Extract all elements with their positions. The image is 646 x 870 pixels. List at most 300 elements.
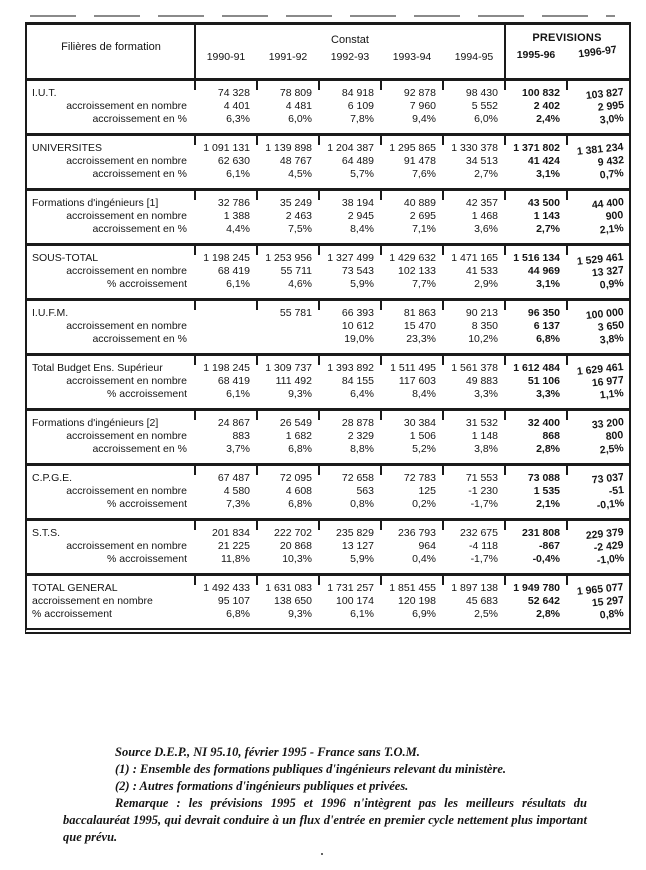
value-text: 4 608 bbox=[285, 485, 312, 497]
value-cell bbox=[443, 168, 505, 181]
value-cell bbox=[443, 87, 505, 100]
value-text: -1,7% bbox=[470, 498, 498, 510]
year-1994-95: 1994-95 bbox=[454, 51, 494, 63]
column-tick bbox=[318, 246, 320, 255]
value-text: 1 897 138 bbox=[451, 582, 498, 594]
value-cell bbox=[443, 333, 505, 346]
value-cell bbox=[567, 155, 629, 168]
row-label-pct: % accroissement bbox=[107, 498, 187, 510]
effectifs-row bbox=[27, 197, 629, 210]
value-cell bbox=[567, 251, 629, 268]
column-tick bbox=[256, 81, 258, 90]
value-text: 33 200 bbox=[591, 416, 625, 432]
value-text: 1 381 234 bbox=[576, 141, 625, 158]
value-text: 26 549 bbox=[279, 417, 312, 429]
value-text: -2 429 bbox=[593, 539, 625, 555]
previsions-year-row bbox=[505, 43, 629, 62]
value-cell bbox=[443, 430, 505, 443]
value-text: 2,8% bbox=[536, 608, 560, 620]
value-cell bbox=[443, 142, 505, 155]
column-tick bbox=[380, 301, 382, 310]
value-text: 66 393 bbox=[341, 307, 374, 319]
value-text: 964 bbox=[418, 540, 436, 552]
value-text: 2,9% bbox=[474, 278, 498, 290]
value-cell bbox=[567, 595, 629, 608]
value-text: 11,8% bbox=[221, 553, 250, 565]
column-tick bbox=[380, 466, 382, 475]
value-cell bbox=[319, 430, 381, 443]
value-cell bbox=[319, 265, 381, 278]
value-cell bbox=[195, 100, 257, 113]
value-cell bbox=[257, 320, 319, 333]
value-text: 8 350 bbox=[471, 320, 498, 332]
statistics-table bbox=[25, 22, 631, 634]
value-text: 74 328 bbox=[217, 87, 250, 99]
accroissement-nombre-row bbox=[27, 155, 629, 168]
value-text: 98 430 bbox=[465, 87, 498, 99]
column-tick bbox=[442, 136, 444, 145]
value-cell bbox=[443, 278, 505, 291]
value-text: 563 bbox=[356, 485, 374, 497]
value-cell bbox=[319, 87, 381, 100]
value-text: 6,8% bbox=[288, 443, 312, 455]
footnote-1: (1) : Ensemble des formations publiques d'ingénieurs relevant du ministère. bbox=[115, 762, 506, 776]
constat-header-group bbox=[195, 25, 505, 78]
value-text: 45 683 bbox=[465, 595, 498, 607]
value-cell bbox=[195, 278, 257, 291]
column-tick bbox=[442, 81, 444, 90]
value-cell bbox=[505, 155, 567, 168]
value-cell bbox=[443, 100, 505, 113]
value-text: 10 612 bbox=[341, 320, 374, 332]
value-text: 40 889 bbox=[403, 197, 436, 209]
value-text: 229 379 bbox=[585, 526, 625, 542]
value-text: 73 543 bbox=[341, 265, 374, 277]
value-cell bbox=[443, 485, 505, 498]
year-1990-91: 1990-91 bbox=[206, 51, 246, 63]
value-cell bbox=[567, 388, 629, 401]
value-cell bbox=[195, 388, 257, 401]
value-text: 120 198 bbox=[398, 595, 436, 607]
value-cell bbox=[319, 582, 381, 595]
value-cell bbox=[257, 113, 319, 126]
value-cell bbox=[381, 307, 443, 320]
year-1995-96: 1995-96 bbox=[516, 49, 556, 61]
value-text: 7 960 bbox=[409, 100, 436, 112]
value-cell bbox=[257, 197, 319, 210]
value-text: 138 650 bbox=[274, 595, 312, 607]
column-tick bbox=[194, 246, 196, 255]
value-text: 2,5% bbox=[599, 442, 625, 457]
value-cell bbox=[567, 307, 629, 320]
value-cell bbox=[319, 168, 381, 181]
column-tick bbox=[442, 301, 444, 310]
footnote-source: Source D.E.P., NI 95.10, février 1995 - France sans T.O.M. bbox=[115, 745, 420, 759]
value-text: 6,8% bbox=[536, 333, 560, 345]
accroissement-nombre-row bbox=[27, 265, 629, 278]
value-text: -1,7% bbox=[470, 553, 498, 565]
value-cell bbox=[567, 527, 629, 540]
column-tick bbox=[380, 191, 382, 200]
value-cell bbox=[381, 210, 443, 223]
effectifs-row bbox=[27, 472, 629, 485]
accroissement-nombre-row bbox=[27, 320, 629, 333]
column-tick bbox=[504, 301, 506, 310]
value-text: 44 969 bbox=[527, 265, 560, 277]
row-label-pct: % accroissement bbox=[32, 608, 112, 620]
value-text: 6,1% bbox=[226, 278, 250, 290]
column-tick bbox=[256, 466, 258, 475]
value-text: 4,6% bbox=[288, 278, 312, 290]
value-text: 13 127 bbox=[341, 540, 374, 552]
section-label: Total Budget Ens. Supérieur bbox=[32, 362, 163, 374]
value-text: 72 095 bbox=[279, 472, 312, 484]
value-cell bbox=[567, 485, 629, 498]
value-cell bbox=[567, 278, 629, 291]
value-text: 91 478 bbox=[403, 155, 436, 167]
value-cell bbox=[381, 333, 443, 346]
value-text: -4 118 bbox=[469, 540, 498, 552]
accroissement-nombre-row bbox=[27, 375, 629, 388]
value-cell bbox=[257, 527, 319, 540]
value-cell bbox=[443, 265, 505, 278]
value-cell bbox=[195, 430, 257, 443]
column-tick bbox=[566, 81, 568, 90]
value-cell bbox=[381, 320, 443, 333]
value-cell bbox=[381, 417, 443, 430]
value-cell bbox=[505, 608, 567, 621]
value-cell bbox=[319, 485, 381, 498]
section-label: C.P.G.E. bbox=[32, 472, 73, 484]
value-text: 103 827 bbox=[585, 86, 625, 102]
value-text: 2,4% bbox=[536, 113, 560, 125]
value-cell bbox=[381, 168, 443, 181]
row-label-nombre: accroissement en nombre bbox=[66, 155, 187, 167]
value-text: 4,5% bbox=[288, 168, 312, 180]
table-section bbox=[27, 521, 629, 576]
value-text: 1 143 bbox=[533, 210, 560, 222]
value-cell bbox=[505, 210, 567, 223]
value-cell bbox=[505, 443, 567, 456]
value-text: 1 204 387 bbox=[327, 142, 374, 154]
value-cell bbox=[257, 485, 319, 498]
column-tick bbox=[380, 411, 382, 420]
value-cell bbox=[443, 388, 505, 401]
value-cell bbox=[257, 87, 319, 100]
value-text: 9,3% bbox=[288, 388, 312, 400]
value-cell bbox=[381, 197, 443, 210]
row-label-nombre: accroissement en nombre bbox=[66, 485, 187, 497]
value-cell bbox=[505, 142, 567, 155]
value-cell bbox=[381, 155, 443, 168]
value-cell bbox=[443, 210, 505, 223]
column-tick bbox=[318, 411, 320, 420]
value-cell bbox=[195, 252, 257, 265]
value-cell bbox=[195, 87, 257, 100]
column-tick bbox=[566, 136, 568, 145]
value-cell bbox=[257, 362, 319, 375]
value-cell bbox=[257, 142, 319, 155]
value-cell bbox=[443, 595, 505, 608]
value-cell bbox=[257, 210, 319, 223]
value-cell bbox=[505, 113, 567, 126]
value-text: 235 829 bbox=[336, 527, 374, 539]
row-label-nombre: accroissement en nombre bbox=[66, 320, 187, 332]
value-text: 1 471 165 bbox=[451, 252, 498, 264]
column-tick bbox=[504, 576, 506, 585]
value-text: 6,9% bbox=[412, 608, 436, 620]
value-text: 201 834 bbox=[212, 527, 250, 539]
value-cell bbox=[443, 582, 505, 595]
value-cell bbox=[505, 498, 567, 511]
value-text: 2 995 bbox=[596, 99, 625, 114]
value-text: 1 631 083 bbox=[265, 582, 312, 594]
value-text: 48 767 bbox=[279, 155, 312, 167]
accroissement-pct-row bbox=[27, 498, 629, 511]
value-text: 3,1% bbox=[536, 168, 560, 180]
value-text: 67 487 bbox=[217, 472, 250, 484]
value-cell bbox=[567, 113, 629, 126]
value-cell bbox=[319, 320, 381, 333]
column-tick bbox=[442, 576, 444, 585]
value-text: 78 809 bbox=[279, 87, 312, 99]
value-cell bbox=[381, 87, 443, 100]
value-text: 96 350 bbox=[527, 307, 560, 319]
table-section bbox=[27, 466, 629, 521]
column-tick bbox=[566, 466, 568, 475]
value-text: 3,7% bbox=[226, 443, 250, 455]
value-cell bbox=[257, 100, 319, 113]
value-text: 20 868 bbox=[279, 540, 312, 552]
value-cell bbox=[381, 430, 443, 443]
value-text: 2 695 bbox=[409, 210, 436, 222]
value-text: 125 bbox=[418, 485, 436, 497]
value-cell bbox=[567, 141, 629, 158]
value-text: 231 808 bbox=[522, 527, 560, 539]
value-text: 55 781 bbox=[279, 307, 312, 319]
value-cell bbox=[505, 362, 567, 375]
value-text: -1 230 bbox=[468, 485, 498, 497]
value-text: 23,3% bbox=[406, 333, 436, 345]
value-cell bbox=[319, 142, 381, 155]
value-cell bbox=[381, 527, 443, 540]
value-cell bbox=[319, 388, 381, 401]
column-tick bbox=[442, 411, 444, 420]
column-tick bbox=[380, 576, 382, 585]
value-text: 0,9% bbox=[599, 277, 625, 292]
value-text: -51 bbox=[607, 484, 625, 498]
value-cell bbox=[257, 168, 319, 181]
value-cell bbox=[381, 100, 443, 113]
value-text: 883 bbox=[232, 430, 250, 442]
column-tick bbox=[318, 576, 320, 585]
effectifs-row bbox=[27, 87, 629, 100]
value-cell bbox=[257, 278, 319, 291]
row-label-pct: % accroissement bbox=[107, 388, 187, 400]
column-tick bbox=[566, 246, 568, 255]
column-tick bbox=[318, 136, 320, 145]
footnote-remark: Remarque : les prévisions 1995 et 1996 n'intègrent pas les meilleurs résultats du baccalauréat 1995, qui devrait conduire à un flux d'entrée en premier cycle nettement plus important que prévu. bbox=[63, 796, 587, 844]
value-text: 2 329 bbox=[347, 430, 374, 442]
value-cell bbox=[257, 595, 319, 608]
value-cell bbox=[381, 540, 443, 553]
column-tick bbox=[318, 81, 320, 90]
value-text: 1 393 892 bbox=[327, 362, 374, 374]
column-tick bbox=[194, 191, 196, 200]
value-text: 13 327 bbox=[591, 264, 625, 280]
value-cell bbox=[319, 498, 381, 511]
value-text: 6,3% bbox=[226, 113, 250, 125]
column-tick bbox=[566, 356, 568, 365]
value-text: 1 429 632 bbox=[389, 252, 436, 264]
table-section bbox=[27, 246, 629, 301]
value-cell bbox=[505, 252, 567, 265]
value-text: 68 419 bbox=[217, 375, 250, 387]
value-cell bbox=[195, 197, 257, 210]
value-text: 9,3% bbox=[288, 608, 312, 620]
value-cell bbox=[319, 375, 381, 388]
value-cell bbox=[443, 375, 505, 388]
value-text: 1 492 433 bbox=[203, 582, 250, 594]
value-cell bbox=[567, 223, 629, 236]
value-text: 49 883 bbox=[465, 375, 498, 387]
column-tick bbox=[318, 191, 320, 200]
value-text: 55 711 bbox=[280, 265, 312, 277]
value-cell bbox=[567, 265, 629, 278]
value-cell bbox=[381, 443, 443, 456]
table-section bbox=[27, 191, 629, 246]
value-text: 1 965 077 bbox=[576, 581, 625, 598]
value-text: 3,1% bbox=[536, 278, 560, 290]
accroissement-pct-row bbox=[27, 443, 629, 456]
value-cell bbox=[381, 608, 443, 621]
value-text: 3,6% bbox=[474, 223, 498, 235]
value-cell bbox=[567, 608, 629, 621]
value-text: 30 384 bbox=[403, 417, 436, 429]
value-text: 102 133 bbox=[398, 265, 436, 277]
value-text: 3,3% bbox=[536, 388, 560, 400]
value-cell bbox=[195, 320, 257, 333]
value-cell bbox=[505, 582, 567, 595]
value-text: 68 419 bbox=[217, 265, 250, 277]
value-cell bbox=[567, 87, 629, 100]
value-cell bbox=[257, 443, 319, 456]
value-cell bbox=[381, 498, 443, 511]
value-text: 31 532 bbox=[465, 417, 498, 429]
value-cell bbox=[319, 417, 381, 430]
value-text: 1 253 956 bbox=[265, 252, 312, 264]
table-section bbox=[27, 356, 629, 411]
column-tick bbox=[566, 576, 568, 585]
value-cell bbox=[257, 582, 319, 595]
value-cell bbox=[319, 527, 381, 540]
value-text: -867 bbox=[538, 540, 560, 552]
column-tick bbox=[194, 521, 196, 530]
value-cell bbox=[505, 278, 567, 291]
value-text: 1 139 898 bbox=[265, 142, 312, 154]
value-text: 5,9% bbox=[350, 553, 374, 565]
table-body bbox=[27, 81, 629, 628]
value-cell bbox=[195, 582, 257, 595]
value-text: 19,0% bbox=[344, 333, 374, 345]
column-tick bbox=[318, 521, 320, 530]
value-text: 0,8% bbox=[350, 498, 374, 510]
value-cell bbox=[443, 540, 505, 553]
column-tick bbox=[318, 356, 320, 365]
value-cell bbox=[319, 608, 381, 621]
value-text: 6,0% bbox=[288, 113, 312, 125]
value-text: 92 878 bbox=[403, 87, 436, 99]
accroissement-nombre-row bbox=[27, 430, 629, 443]
value-cell bbox=[195, 307, 257, 320]
value-text: 1 198 245 bbox=[203, 252, 250, 264]
value-text: 16 977 bbox=[591, 374, 625, 390]
value-cell bbox=[381, 595, 443, 608]
value-text: 1 529 461 bbox=[576, 251, 625, 268]
value-text: 1,1% bbox=[599, 387, 625, 402]
value-text: 2,7% bbox=[474, 168, 498, 180]
value-cell bbox=[195, 498, 257, 511]
row-label-nombre: accroissement en nombre bbox=[66, 265, 187, 277]
value-text: 84 155 bbox=[341, 375, 374, 387]
value-text: 32 400 bbox=[527, 417, 560, 429]
column-tick bbox=[504, 191, 506, 200]
value-text: 100 000 bbox=[585, 306, 625, 322]
value-text: 6,4% bbox=[350, 388, 374, 400]
value-cell bbox=[319, 307, 381, 320]
value-text: 5,9% bbox=[350, 278, 374, 290]
year-1992-93: 1992-93 bbox=[330, 51, 370, 63]
column-tick bbox=[194, 576, 196, 585]
value-text: 7,1% bbox=[412, 223, 436, 235]
value-cell bbox=[567, 498, 629, 511]
column-tick bbox=[256, 411, 258, 420]
column-tick bbox=[504, 466, 506, 475]
effectifs-row bbox=[27, 251, 629, 268]
effectifs-row bbox=[27, 417, 629, 430]
column-tick bbox=[380, 246, 382, 255]
column-tick bbox=[194, 81, 196, 90]
value-cell bbox=[319, 443, 381, 456]
value-cell bbox=[319, 553, 381, 566]
previsions-label: PREVISIONS bbox=[532, 32, 602, 44]
value-text: 6 137 bbox=[533, 320, 560, 332]
column-tick bbox=[504, 356, 506, 365]
value-cell bbox=[567, 540, 629, 553]
value-cell bbox=[257, 333, 319, 346]
value-text: 1 091 131 bbox=[203, 142, 250, 154]
value-text: 21 225 bbox=[217, 540, 250, 552]
column-tick bbox=[256, 521, 258, 530]
value-text: 2,1% bbox=[536, 498, 560, 510]
value-cell bbox=[257, 608, 319, 621]
value-cell bbox=[195, 472, 257, 485]
section-label: UNIVERSITES bbox=[32, 142, 103, 154]
accroissement-pct-row bbox=[27, 278, 629, 291]
column-tick bbox=[566, 301, 568, 310]
value-text: 41 424 bbox=[527, 155, 560, 167]
value-text: 2,8% bbox=[536, 443, 560, 455]
value-text: 51 106 bbox=[527, 375, 560, 387]
value-cell bbox=[381, 485, 443, 498]
value-cell bbox=[505, 223, 567, 236]
value-cell bbox=[505, 417, 567, 430]
value-cell bbox=[195, 443, 257, 456]
value-text: 38 194 bbox=[341, 197, 374, 209]
value-cell bbox=[257, 307, 319, 320]
value-text: 6,0% bbox=[474, 113, 498, 125]
section-label: I.U.F.M. bbox=[32, 307, 69, 319]
